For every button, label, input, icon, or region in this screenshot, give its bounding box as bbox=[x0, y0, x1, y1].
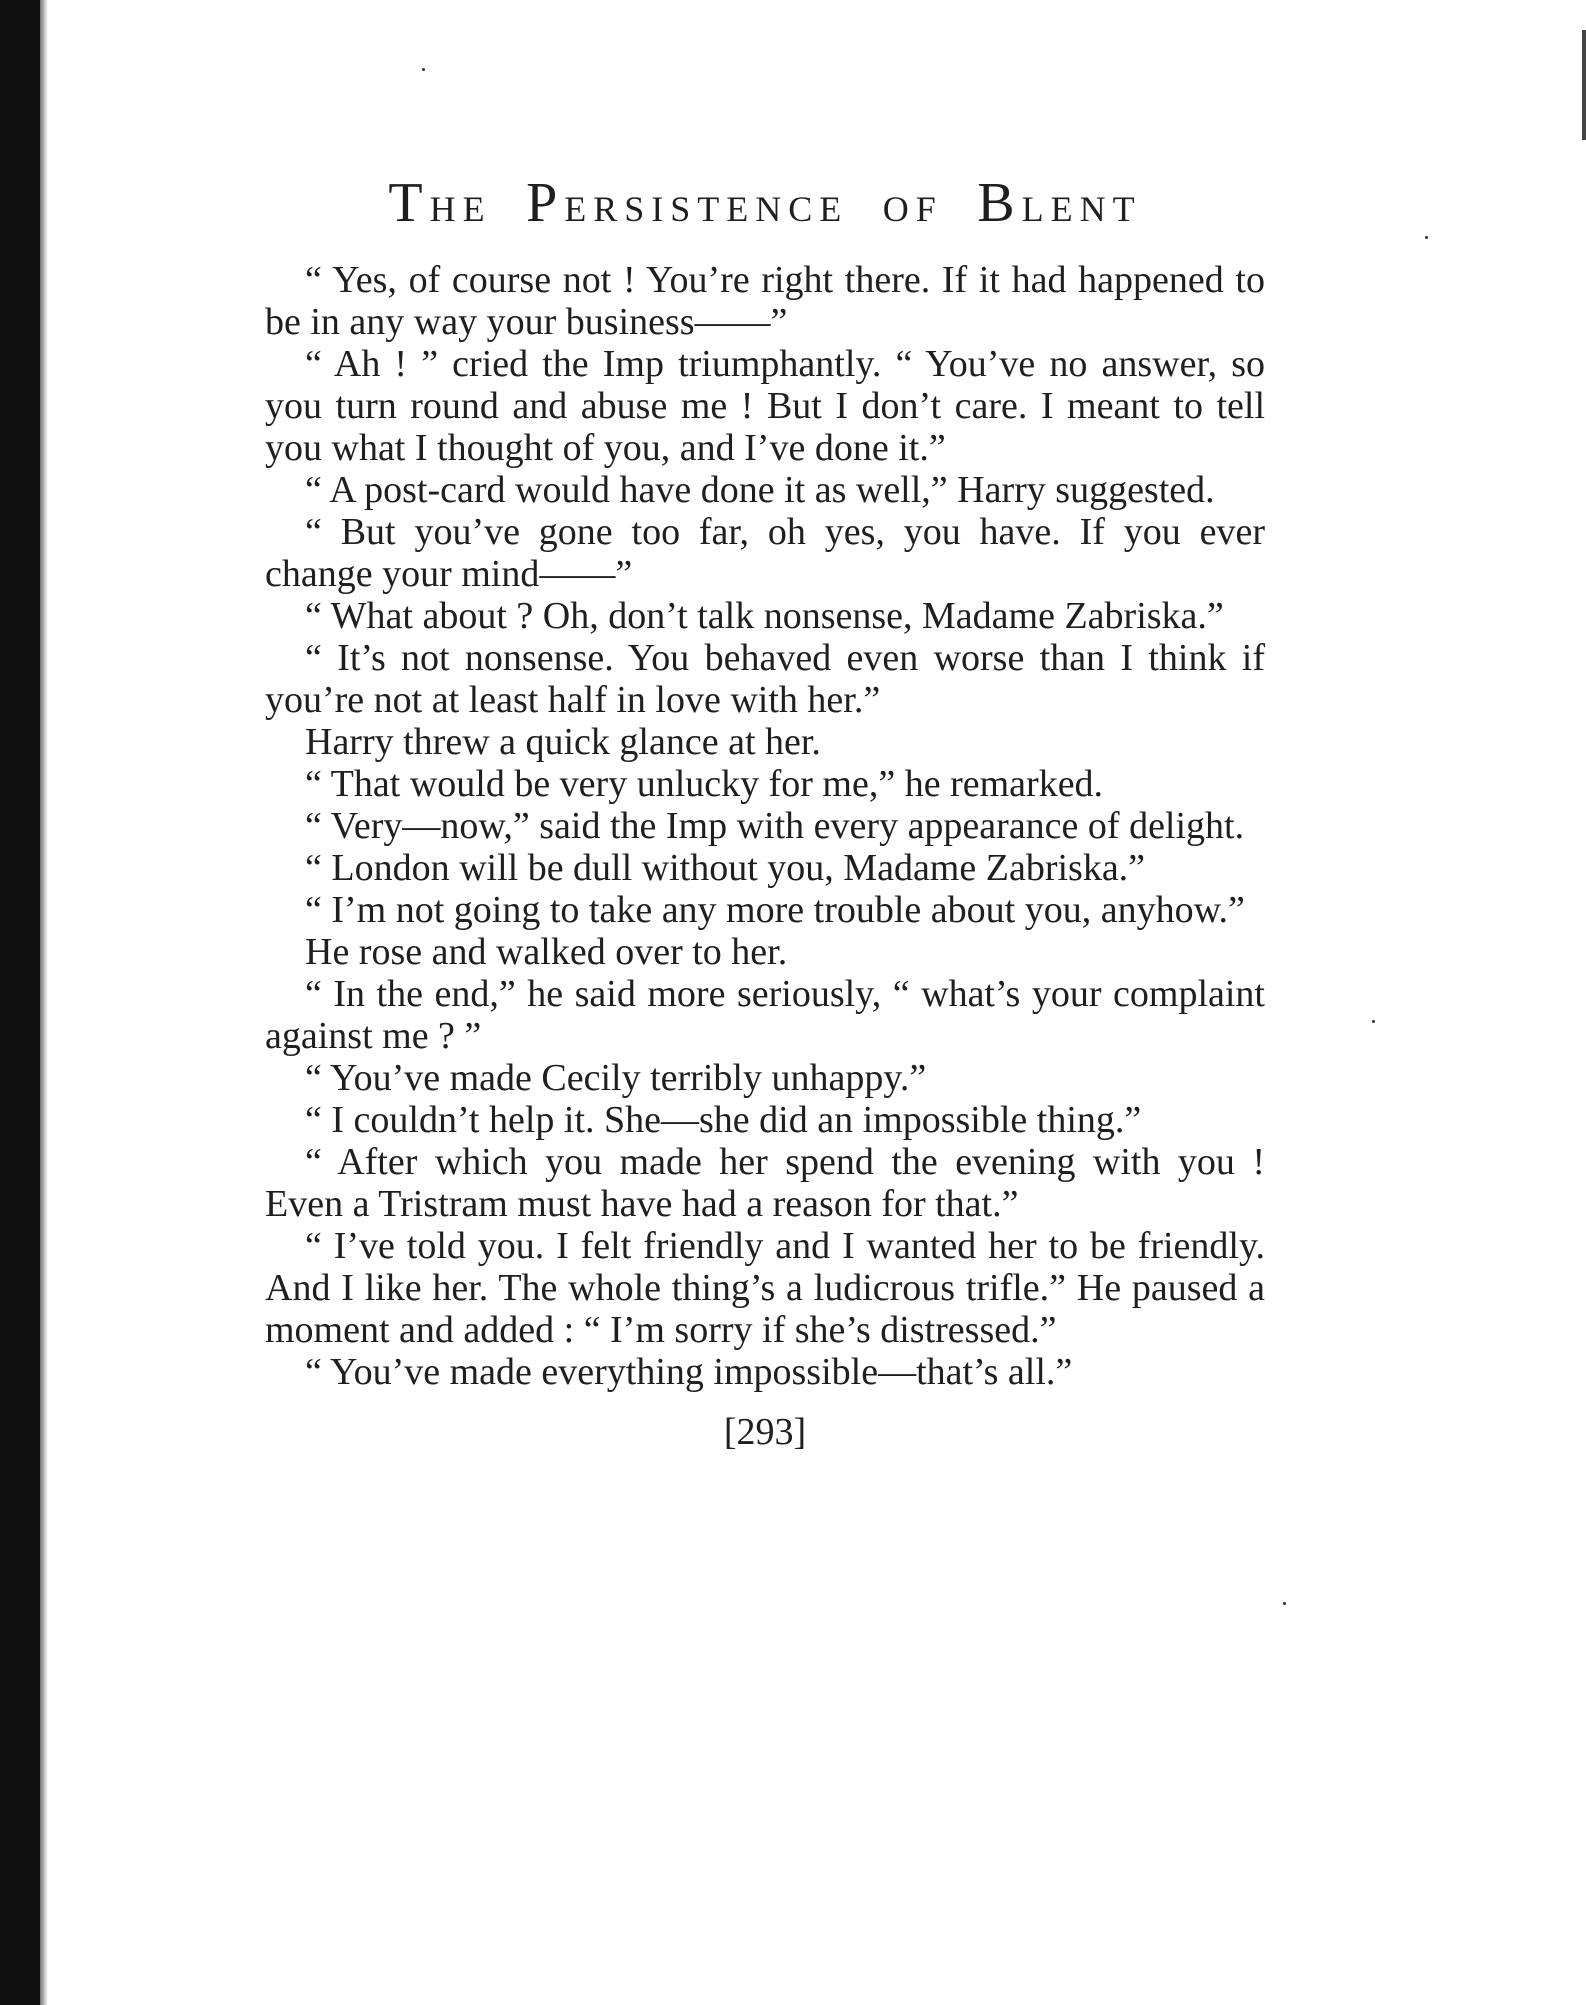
paragraph: “ Yes, of course not ! You’re right there. If it had happened to be in any way your business——” bbox=[265, 259, 1265, 343]
paragraph: “ A post-card would have done it as well,” Harry suggested. bbox=[305, 469, 1215, 511]
title-initial: B bbox=[977, 172, 1022, 234]
body-text bbox=[265, 259, 1265, 1393]
title-initial: P bbox=[526, 172, 565, 234]
paragraph: “ You’ve made everything impossible—that’s all.” bbox=[305, 1351, 1073, 1393]
scan-speck bbox=[422, 68, 425, 71]
page-number: [293] bbox=[723, 1411, 807, 1453]
title-initial: T bbox=[388, 172, 430, 234]
paragraph: Harry threw a quick glance at her. bbox=[305, 721, 821, 763]
paragraph: “ It’s not nonsense. You behaved even worse than I think if you’re not at least half in love with her.” bbox=[265, 637, 1265, 721]
paragraph: “ You’ve made Cecily terribly unhappy.” bbox=[305, 1057, 927, 1099]
paragraph: “ That would be very unlucky for me,” he remarked. bbox=[305, 763, 1104, 805]
paragraph: “ London will be dull without you, Madame Zabriska.” bbox=[305, 847, 1146, 889]
book-page bbox=[265, 172, 1265, 1453]
paragraph: “ Very—now,” said the Imp with every appearance of delight. bbox=[305, 805, 1245, 847]
title-rest: ERSISTENCE bbox=[564, 189, 849, 229]
paragraph: “ Ah ! ” cried the Imp triumphantly. “ You’ve no answer, so you turn round and abuse me ! But I don’t care. I meant to tell you what I thought of you, and I’ve done it.” bbox=[265, 343, 1265, 469]
paragraph: “ I couldn’t help it. She—she did an impossible thing.” bbox=[305, 1099, 1142, 1141]
title-rest: LENT bbox=[1021, 189, 1142, 229]
paragraph: “ In the end,” he said more seriously, “ what’s your complaint against me ? ” bbox=[265, 973, 1265, 1057]
paragraph: “ I’ve told you. I felt friendly and I wanted her to be friendly. And I like her. The whole thing’s a ludicrous trifle.” He paused a moment and added : “ I’m sorry if she’s distressed.” bbox=[265, 1225, 1265, 1351]
paragraph: “ After which you made her spend the evening with you ! Even a Tristram must have had a reason for that.” bbox=[265, 1141, 1265, 1225]
scan-mark-right bbox=[1582, 30, 1586, 140]
scan-speck bbox=[1283, 1602, 1286, 1605]
paragraph: He rose and walked over to her. bbox=[305, 931, 788, 973]
running-head bbox=[265, 172, 1265, 234]
title-word bbox=[526, 172, 849, 234]
scan-speck bbox=[1425, 236, 1428, 239]
title-word bbox=[388, 172, 492, 234]
title-word bbox=[977, 172, 1142, 234]
scan-speck bbox=[1372, 1020, 1375, 1023]
title-rest: HE bbox=[429, 189, 492, 229]
paragraph: “ I’m not going to take any more trouble about you, anyhow.” bbox=[305, 889, 1245, 931]
paragraph: “ But you’ve gone too far, oh yes, you have. If you ever change your mind——” bbox=[265, 511, 1265, 595]
scan-shadow-left bbox=[0, 0, 40, 2005]
paragraph: “ What about ? Oh, don’t talk nonsense, Madame Zabriska.” bbox=[305, 595, 1224, 637]
title-word bbox=[883, 188, 943, 230]
title-rest: OF bbox=[882, 189, 943, 229]
